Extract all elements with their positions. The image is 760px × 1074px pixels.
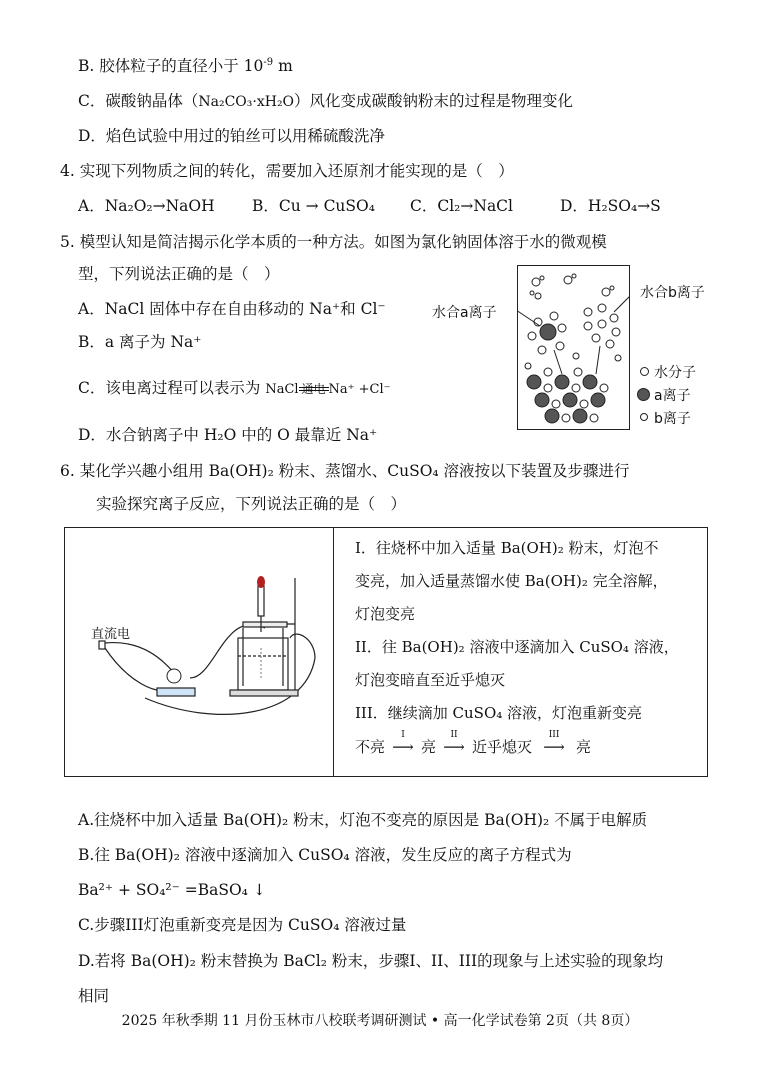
step-3-line1: III．继续滴加 CuSO₄ 溶液，灯泡重新变亮 — [355, 704, 643, 722]
q5-eq-left: NaCl — [265, 382, 299, 397]
q5-option-c-pre: C．该电离过程可以表示为 — [78, 379, 261, 397]
q3-option-b-exp: -9 — [263, 56, 274, 68]
legend-b-icon — [640, 413, 648, 421]
nacl-model-svg — [518, 266, 629, 429]
flow-arrow-1-label: I — [401, 730, 405, 740]
q4-stem: 4. 实现下列物质之间的转化，需要加入还原剂才能实现的是（ ） — [60, 162, 514, 180]
flow-arrow-2: II ⟶ — [436, 737, 472, 757]
label-hydrated-b: 水合b离子 — [640, 285, 705, 301]
legend-a: a离子 — [654, 388, 691, 404]
q5-stem-line2: 型，下列说法正确的是（ ） — [78, 265, 280, 283]
q6-stem-line1: 6. 某化学兴趣小组用 Ba(OH)₂ 粉末、蒸馏水、CuSO₄ 溶液按以下装置及步骤进行 — [60, 462, 630, 480]
q6-option-a: A.往烧杯中加入适量 Ba(OH)₂ 粉末，灯泡不变亮的原因是 Ba(OH)₂ 不属于电解质 — [78, 811, 648, 829]
q4-option-a: A．Na₂O₂→NaOH — [78, 197, 215, 215]
q6-option-c: C.步骤III灯泡重新变亮是因为 CuSO₄ 溶液过量 — [78, 916, 407, 934]
apparatus-illustration — [65, 528, 333, 776]
legend-water-icon — [640, 367, 649, 376]
flow-state-1: 不亮 — [355, 738, 386, 756]
q5-option-c — [78, 378, 391, 400]
legend-water: 水分子 — [654, 365, 696, 381]
q4-option-c: C．Cl₂→NaCl — [410, 197, 513, 215]
step-1-line1: I．往烧杯中加入适量 Ba(OH)₂ 粉末，灯泡不 — [355, 539, 659, 557]
nacl-model-figure — [517, 265, 630, 430]
q6-option-d-line1: D.若将 Ba(OH)₂ 粉末替换为 BaCl₂ 粉末，步骤I、II、III的现象与上述实验的现象均 — [78, 952, 664, 970]
page-footer: 2025 年秋季期 11 月份玉林市八校联考调研测试 • 高一化学试卷第 2页（共 8页） — [121, 1013, 639, 1029]
q3-option-c-formula: Na₂CO₃·xH₂O — [198, 94, 295, 110]
flow-arrow-3-label: III — [548, 730, 560, 740]
step-1-line2: 变亮，加入适量蒸馏水使 Ba(OH)₂ 完全溶解， — [355, 572, 668, 590]
q3-option-b — [78, 56, 293, 76]
q5-eq-condition: 通电 — [301, 382, 326, 396]
q6-box-divider — [333, 528, 334, 776]
step-flow — [355, 730, 592, 757]
q6-option-d-line2: 相同 — [78, 987, 110, 1005]
q6-option-b: B.往 Ba(OH)₂ 溶液中逐滴加入 CuSO₄ 溶液，发生反应的离子方程式为 — [78, 846, 572, 864]
flow-state-4: 亮 — [576, 738, 592, 756]
step-1-line3: 灯泡变亮 — [355, 605, 416, 623]
label-hydrated-a: 水合a离子 — [432, 305, 497, 321]
legend-a-icon — [637, 388, 650, 401]
q6-option-b-equation: Ba²⁺ + SO₄²⁻ =BaSO₄ ↓ — [78, 881, 266, 899]
flow-state-3: 近乎熄灭 — [472, 738, 533, 756]
q5-option-c-equation — [265, 380, 390, 400]
flow-arrow-3: III ⟶ — [532, 737, 576, 757]
q6-experiment-box — [64, 527, 708, 777]
q3-option-d: D．焰色试验中用过的铂丝可以用稀硫酸洗净 — [78, 127, 385, 145]
q6-stem-line2: 实验探究离子反应，下列说法正确的是（ ） — [96, 495, 407, 513]
q5-eq-right: Na⁺ +Cl⁻ — [328, 382, 391, 397]
q5-stem-line1: 5. 模型认知是简洁揭示化学本质的一种方法。如图为氯化钠固体溶于水的微观模 — [60, 233, 607, 251]
flow-arrow-2-label: II — [450, 730, 458, 740]
legend-b: b离子 — [654, 411, 691, 427]
q3-option-c-post: ）风化变成碳酸钠粉末的过程是物理变化 — [294, 92, 574, 110]
q5-option-b: B．a 离子为 Na⁺ — [78, 333, 202, 351]
flow-arrow-1: I ⟶ — [385, 737, 421, 757]
q3-option-c — [78, 91, 573, 112]
q5-option-a: A．NaCl 固体中存在自由移动的 Na⁺和 Cl⁻ — [78, 300, 386, 318]
q4-option-b: B．Cu → CuSO₄ — [252, 197, 375, 215]
flow-state-2: 亮 — [421, 738, 437, 756]
q3-option-b-text: B. 胶体粒子的直径小于 10 — [78, 57, 264, 75]
step-2-line2: 灯泡变暗直至近乎熄灭 — [355, 671, 506, 689]
step-2-line1: II．往 Ba(OH)₂ 溶液中逐滴加入 CuSO₄ 溶液， — [355, 638, 679, 656]
q4-option-d: D．H₂SO₄→S — [560, 197, 661, 215]
q5-option-d: D．水合钠离子中 H₂O 中的 O 最靠近 Na⁺ — [78, 426, 378, 444]
q3-option-b-unit: m — [273, 57, 293, 75]
q3-option-c-pre: C．碳酸钠晶体（ — [78, 92, 199, 110]
power-supply-label: 直流电 — [91, 627, 131, 642]
